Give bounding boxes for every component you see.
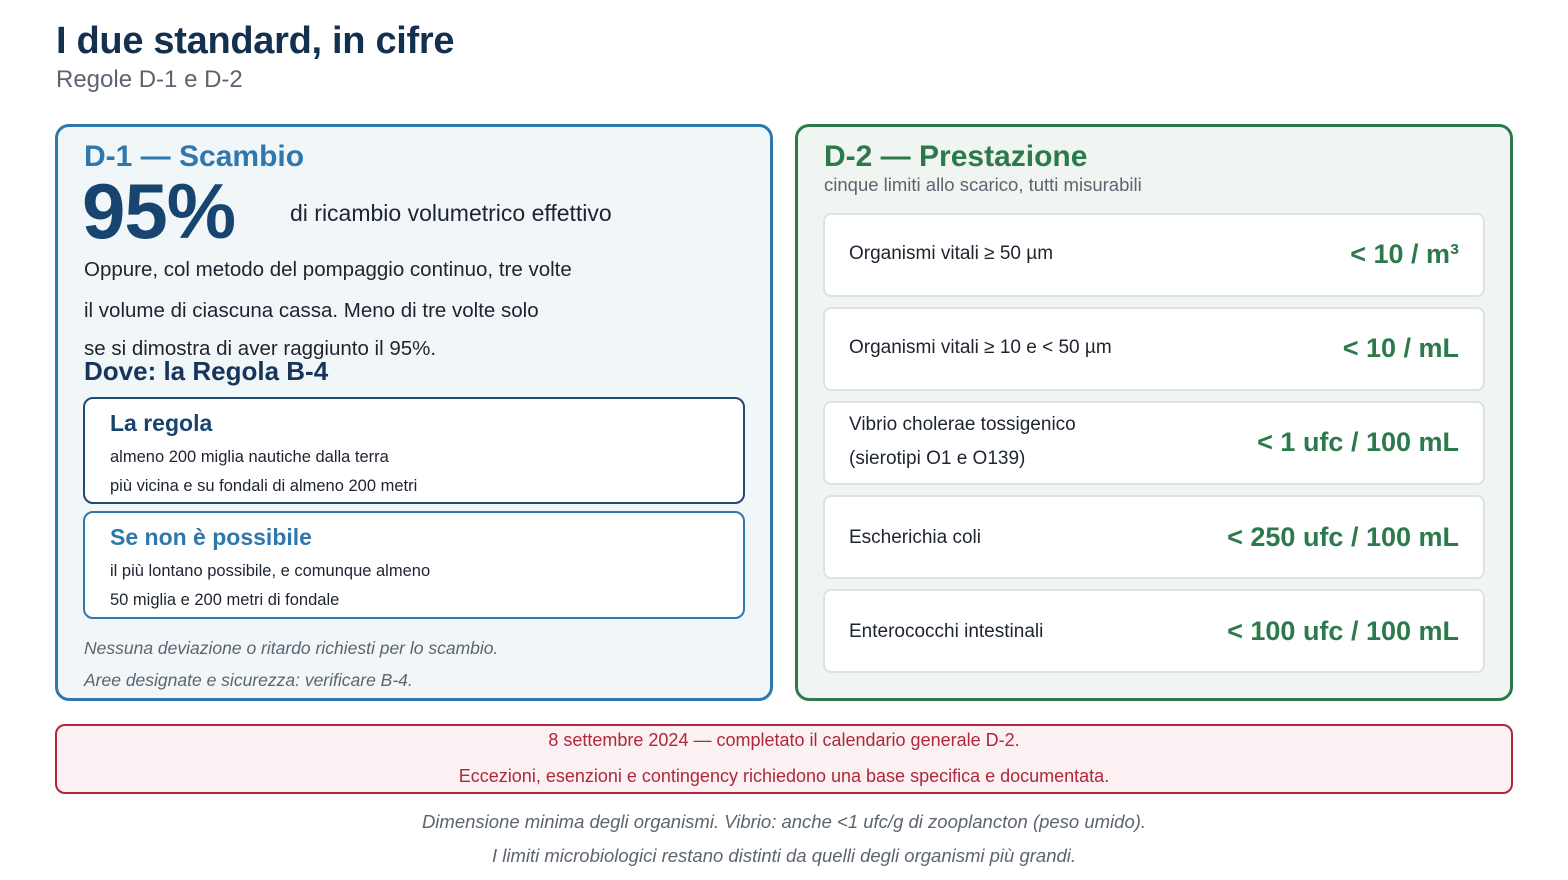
page-subtitle: Regole D-1 e D-2 — [56, 66, 243, 93]
limit-card — [823, 213, 1485, 297]
d1-note: Aree designate e sicurezza: verificare B-4. — [84, 670, 413, 690]
alert-line: Eccezioni, esenzioni e contingency richiedono una base specifica e documentata. — [458, 766, 1110, 786]
limit-value: < 100 ufc / 100 mL — [1227, 616, 1459, 646]
d1-body-line: Oppure, col metodo del pompaggio continuo, tre volte — [84, 258, 572, 281]
d1-big-label: di ricambio volumetrico effettivo — [290, 200, 612, 226]
d2-heading: D-2 — Prestazione — [824, 140, 1088, 173]
rule-box-title: La regola — [110, 410, 213, 436]
d1-body-line: il volume di ciascuna cassa. Meno di tre volte solo — [84, 299, 539, 322]
limit-value: < 250 ufc / 100 mL — [1227, 522, 1459, 552]
d1-note: Nessuna deviazione o ritardo richiesti per lo scambio. — [84, 638, 499, 658]
limit-label-detail: (sierotipi O1 e O139) — [849, 448, 1026, 469]
footer-note: I limiti microbiologici restano distinti da quelli degli organismi più grandi. — [491, 845, 1077, 866]
limit-value: < 10 / mL — [1342, 333, 1459, 363]
fallback-box-line: 50 miglia e 200 metri di fondale — [110, 591, 340, 609]
limit-card — [823, 495, 1485, 579]
limit-card — [823, 307, 1485, 391]
limit-value: < 10 / m³ — [1350, 239, 1459, 269]
limit-label: Enterococchi intestinali — [849, 621, 1044, 642]
d1-big-value: 95% — [82, 167, 236, 255]
footer-note: Dimensione minima degli organismi. Vibrio: anche <1 ufc/g di zooplancton (peso umido). — [421, 811, 1147, 832]
limit-value: < 1 ufc / 100 mL — [1257, 427, 1459, 457]
deadline-alert — [55, 724, 1513, 794]
rule-box-line: almeno 200 miglia nautiche dalla terra — [110, 448, 389, 466]
d1-where-heading: Dove: la Regola B-4 — [84, 356, 329, 386]
fallback-box-line: il più lontano possibile, e comunque almeno — [110, 562, 431, 580]
rule-box — [83, 397, 745, 504]
alert-line: 8 settembre 2024 — completato il calendario generale D-2. — [548, 730, 1020, 750]
fallback-box — [83, 511, 745, 619]
limit-card — [823, 401, 1485, 485]
limit-label: Organismi vitali ≥ 50 µm — [849, 243, 1054, 264]
d1-body-line: se si dimostra di aver raggiunto il 95%. — [84, 337, 437, 360]
page-title: I due standard, in cifre — [56, 20, 455, 62]
d1-heading: D-1 — Scambio — [84, 140, 305, 173]
d2-subheading: cinque limiti allo scarico, tutti misurabili — [824, 174, 1142, 195]
rule-box-line: più vicina e su fondali di almeno 200 metri — [110, 477, 418, 495]
limit-card — [823, 589, 1485, 673]
limit-label: Organismi vitali ≥ 10 e < 50 µm — [849, 337, 1112, 358]
fallback-box-title: Se non è possibile — [110, 524, 312, 550]
limit-label: Vibrio cholerae tossigenico — [849, 414, 1076, 435]
limit-label: Escherichia coli — [849, 527, 981, 548]
